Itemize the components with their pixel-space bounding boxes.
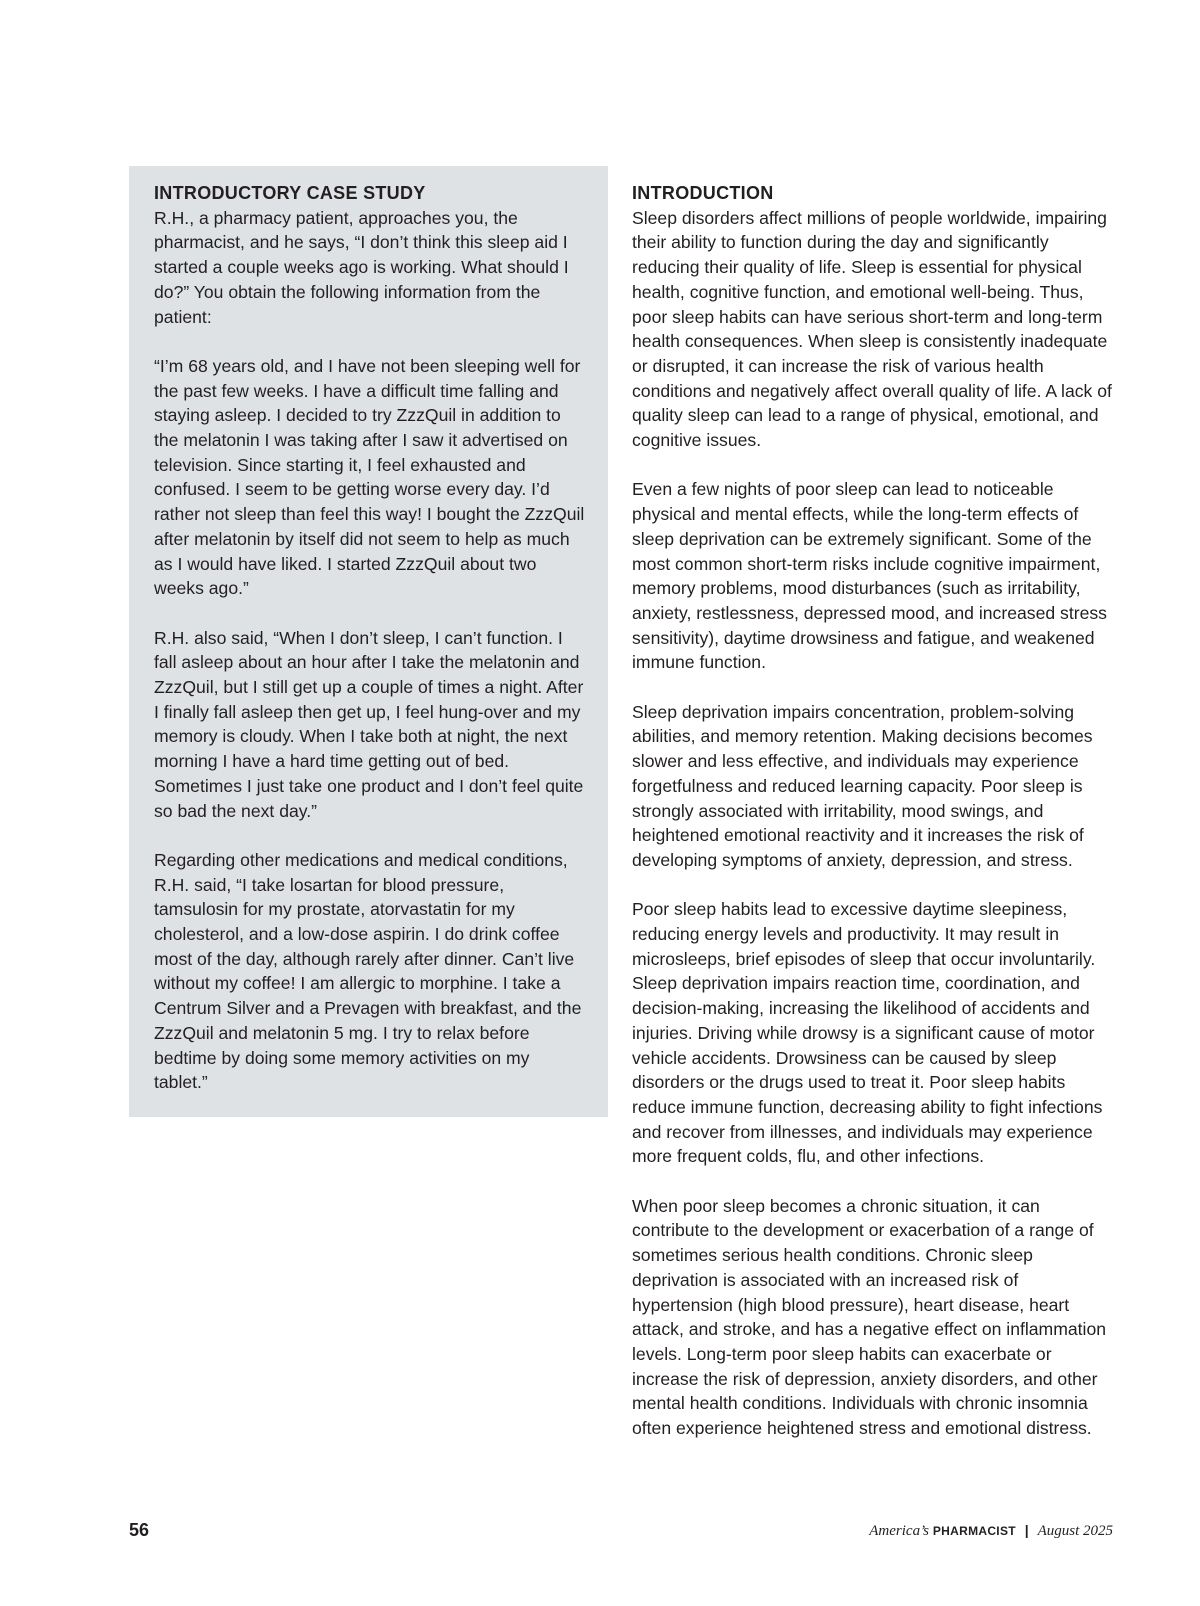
magazine-name: PHARMACIST xyxy=(932,1524,1016,1538)
introduction-paragraph: Even a few nights of poor sleep can lead to noticeable physical and mental effects, while the long-term effects of sleep deprivation can be extremely significant. Some of the most common short-term risks include cognitive impairment, memory problems, mood disturbances (such as irritability, anxiety, restlessness, depressed mood, and increased stress sensitivity), daytime drowsiness and fatigue, and weakened immune function. xyxy=(632,479,1107,673)
case-study-paragraph: R.H. also said, “When I don’t sleep, I can’t function. I fall asleep about an hour after I take the melatonin and ZzzQuil, but I still get up a couple of times a night. After I finally fall asleep then get up, I feel hung-over and my memory is cloudy. When I take both at night, the next morning I have a hard time getting out of bed. Sometimes I just take one product and I don’t feel quite so bad the next day.” xyxy=(154,627,584,821)
introduction-paragraph: Poor sleep habits lead to excessive daytime sleepiness, reducing energy levels and productivity. It may result in microsleeps, brief episodes of sleep that occur involuntarily. Sleep deprivation impairs reaction time, coordination, and decision-making, increasing the likelihood of accidents and injuries. Driving while drowsy is a significant cause of motor vehicle accidents. Drowsiness can be caused by sleep disorders or the drugs used to treat it. Poor sleep habits reduce immune function, decreasing ability to fight infections and recover from illnesses, and individuals may experience more frequent colds, flu, and other infections. xyxy=(632,899,1103,1167)
introduction-paragraph: When poor sleep becomes a chronic situation, it can contribute to the development or exacerbation of a range of sometimes serious health conditions. Chronic sleep deprivation is associated with an increased risk of hypertension (high blood pressure), heart disease, heart attack, and stroke, and has a negative effect on inflammation levels. Long-term poor sleep habits can exacerbate or increase the risk of depression, anxiety disorders, and other mental health conditions. Individuals with chronic insomnia often experience heightened stress and emotional distress. xyxy=(632,1195,1107,1439)
introduction-column xyxy=(632,166,1112,1441)
magazine-name-prefix: America’s xyxy=(869,1523,929,1539)
introduction-paragraph: Sleep disorders affect millions of people worldwide, impairing their ability to function during the day and significantly reducing their quality of life. Sleep is essential for physical health, cognitive function, and emotional well-being. Thus, poor sleep habits can have serious short-term and long-term health consequences. When sleep is consistently inadequate or disrupted, it can increase the risk of various health conditions and negatively affect overall quality of life. A lack of quality sleep can lead to a range of physical, emotional, and cognitive issues. xyxy=(632,207,1112,451)
magazine-footer xyxy=(869,1520,1113,1541)
footer-separator: | xyxy=(1024,1522,1029,1538)
introduction-heading: INTRODUCTION xyxy=(632,183,774,203)
case-study-box xyxy=(129,166,608,1117)
issue-date: August 2025 xyxy=(1037,1523,1113,1539)
case-study-paragraph: Regarding other medications and medical conditions, R.H. said, “I take losartan for blood pressure, tamsulosin for my prostate, atorvastatin for my cholesterol, and a low-dose aspirin. I do drink coffee most of the day, although rarely after dinner. Can’t live without my coffee! I am allergic to morphine. I take a Centrum Silver and a Prevagen with breakfast, and the ZzzQuil and melatonin 5 mg. I try to relax before bedtime by doing some memory activities on my tablet.” xyxy=(154,849,582,1093)
case-study-heading: INTRODUCTORY CASE STUDY xyxy=(154,183,426,203)
introduction-paragraph: Sleep deprivation impairs concentration, problem-solving abilities, and memory retention. Making decisions becomes slower and less effective, and individuals may experience forgetfulness and reduced learning capacity. Poor sleep is strongly associated with irritability, mood swings, and heightened emotional reactivity and it increases the risk of developing symptoms of anxiety, depression, and stress. xyxy=(632,701,1093,870)
case-study-paragraph: R.H., a pharmacy patient, approaches you, the pharmacist, and he says, “I don’t think this sleep aid I started a couple weeks ago is working. What should I do?” You obtain the following information from the patient: xyxy=(154,207,569,327)
case-study-paragraph: “I’m 68 years old, and I have not been sleeping well for the past few weeks. I have a difficult time falling and staying asleep. I decided to try ZzzQuil in addition to the melatonin I was taking after I saw it advertised on television. Since starting it, I feel exhausted and confused. I seem to be getting worse every day. I’d rather not sleep than feel this way! I bought the ZzzQuil after melatonin by itself did not seem to help as much as I would have liked. I started ZzzQuil about two weeks ago.” xyxy=(154,355,585,599)
page-number: 56 xyxy=(129,1520,150,1540)
